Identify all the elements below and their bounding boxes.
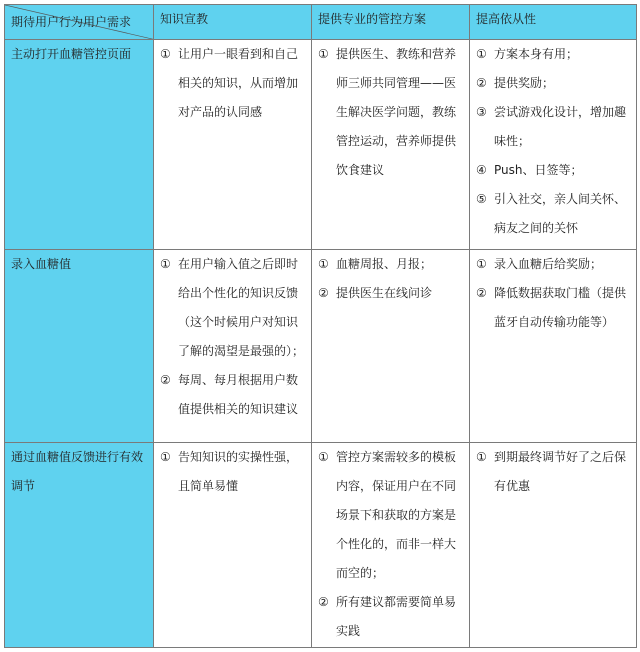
list-item-text: 血糖周报、月报； [336, 257, 433, 272]
list-item-marker: ② [318, 286, 329, 301]
list-item-text: 管控方案需较多的模板内容，保证用户在不同场景下和获取的方案是个性化的，而非一样大而空的； [336, 450, 457, 581]
list-item [318, 588, 463, 646]
list-item-marker: ⑤ [476, 192, 487, 207]
list-item-text: 所有建议都需要简单易实践 [336, 595, 457, 639]
list-item [160, 366, 305, 424]
table-cell [154, 250, 312, 443]
list-item [476, 69, 630, 98]
table-cell [470, 443, 637, 648]
corner-row-label: 期待用户行为 [11, 15, 84, 29]
list-item-marker: ① [476, 257, 487, 272]
list-item [318, 40, 463, 185]
list-item [318, 250, 463, 279]
list-item-marker: ③ [476, 105, 487, 120]
list-item-marker: ② [160, 373, 171, 388]
list-item-marker: ① [476, 47, 487, 62]
list-item-text: 方案本身有用； [494, 47, 579, 62]
list-item-text: Push、日签等； [494, 163, 583, 178]
list-item [476, 250, 630, 279]
table-cell [312, 443, 470, 648]
list-item-marker: ② [318, 595, 329, 610]
column-header-compliance: 提高依从性 [470, 5, 637, 40]
list-item-marker: ① [160, 257, 171, 272]
table-row [5, 443, 637, 648]
row-label: 通过血糖值反馈进行有效调节 [5, 443, 154, 648]
table-row [5, 250, 637, 443]
list-item [160, 40, 305, 127]
table-cell [312, 250, 470, 443]
list-item [476, 98, 630, 156]
list-item-marker: ① [318, 257, 329, 272]
list-item-marker: ① [318, 450, 329, 465]
list-item-text: 尝试游戏化设计，增加趣味性； [494, 105, 627, 149]
list-item-text: 录入血糖后给奖励； [494, 257, 603, 272]
list-item [318, 279, 463, 308]
table-cell [312, 40, 470, 250]
list-item-marker: ① [160, 47, 171, 62]
list-item-text: 在用户输入值之后即时给出个性化的知识反馈（这个时候用户对知识了解的渴望是最强的）； [178, 257, 305, 359]
list-item-text: 让用户一眼看到和自己相关的知识，从而增加对产品的认同感 [178, 47, 299, 120]
table-row [5, 40, 637, 250]
comparison-table [4, 4, 637, 648]
list-item [476, 279, 630, 337]
list-item-text: 提供奖励； [494, 76, 555, 91]
table-cell [470, 40, 637, 250]
corner-header-cell [5, 5, 154, 40]
row-label: 录入血糖值 [5, 250, 154, 443]
list-item [160, 250, 305, 366]
list-item [160, 443, 305, 501]
list-item [476, 156, 630, 185]
list-item-marker: ② [476, 76, 487, 91]
list-item-text: 提供医生在线问诊 [336, 286, 433, 301]
row-label: 主动打开血糖管控页面 [5, 40, 154, 250]
corner-column-label: 用户需求 [83, 15, 132, 29]
list-item-marker: ① [318, 47, 329, 62]
list-item-marker: ④ [476, 163, 487, 178]
list-item [476, 185, 630, 243]
list-item-text: 告知知识的实操性强，且简单易懂 [178, 450, 299, 494]
list-item-text: 每周、每月根据用户数值提供相关的知识建议 [178, 373, 299, 417]
list-item-text: 提供医生、教练和营养师三师共同管理——医生解决医学问题，教练管控运动，营养师提供饮食建议 [336, 47, 457, 178]
column-header-plan: 提供专业的管控方案 [312, 5, 470, 40]
list-item [476, 40, 630, 69]
table-cell [470, 250, 637, 443]
list-item-text: 降低数据获取门槛（提供蓝牙自动传输功能等） [494, 286, 627, 330]
table-cell [154, 40, 312, 250]
list-item-marker: ① [160, 450, 171, 465]
list-item-text: 到期最终调节好了之后保有优惠 [494, 450, 627, 494]
column-header-knowledge: 知识宣教 [154, 5, 312, 40]
list-item-marker: ① [476, 450, 487, 465]
list-item-marker: ② [476, 286, 487, 301]
list-item [476, 443, 630, 501]
list-item-text: 引入社交，亲人间关怀、病友之间的关怀 [494, 192, 627, 236]
table-cell [154, 443, 312, 648]
list-item [318, 443, 463, 588]
header-row [5, 5, 637, 40]
